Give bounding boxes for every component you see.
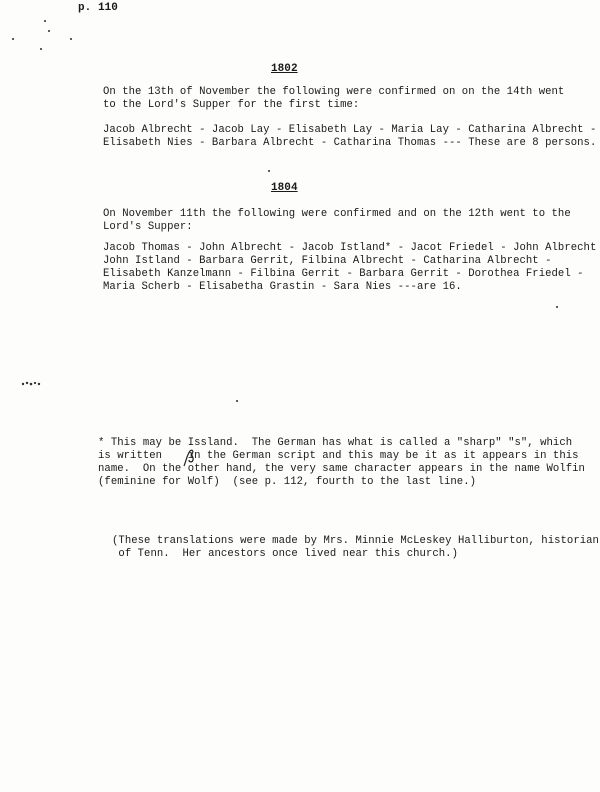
scan-speck bbox=[236, 400, 238, 402]
text-line: On November 11th the following were confirmed and on the 12th went to the bbox=[103, 208, 571, 220]
text-line: Lord's Supper: bbox=[103, 221, 193, 233]
section-year-1804: 1804 bbox=[271, 182, 298, 194]
text-line: * This may be Issland. The German has what is called a "sharp" "s", which bbox=[98, 437, 573, 449]
scan-speck bbox=[70, 38, 72, 40]
scan-speck bbox=[556, 306, 558, 308]
handwritten-sharp-s-glyph bbox=[181, 449, 197, 467]
text-line: Jacob Albrecht - Jacob Lay - Elisabeth Lay - Maria Lay - Catharina Albrecht - bbox=[103, 124, 597, 136]
text-line: (These translations were made by Mrs. Minnie McLeskey Halliburton, historian bbox=[112, 535, 599, 547]
scan-speck bbox=[12, 38, 14, 40]
text-line: name. On the other hand, the very same character appears in the name Wolfin bbox=[98, 463, 585, 475]
text-line: is written in the German script and this may be it as it appears in this bbox=[98, 450, 579, 462]
scan-speck bbox=[48, 30, 50, 32]
text-line: to the Lord's Supper for the first time: bbox=[103, 99, 360, 111]
text-line: John Istland - Barbara Gerrit, Filbina Albrecht - Catharina Albrecht - bbox=[103, 255, 552, 267]
scan-speck bbox=[40, 48, 42, 50]
section-1804-names bbox=[103, 242, 596, 294]
section-1802-intro bbox=[103, 86, 564, 112]
translation-note bbox=[112, 535, 599, 561]
scan-speck bbox=[44, 20, 46, 22]
page-number: p. 110 bbox=[78, 2, 118, 14]
text-line: Elisabeth Nies - Barbara Albrecht - Catharina Thomas --- These are 8 persons. bbox=[103, 137, 597, 149]
section-1804-intro bbox=[103, 208, 571, 234]
scan-ink-blot bbox=[20, 380, 42, 388]
scan-speck bbox=[268, 170, 270, 172]
text-line: Maria Scherb - Elisabetha Grastin - Sara Nies ---are 16. bbox=[103, 281, 462, 293]
section-year-1802: 1802 bbox=[271, 63, 298, 75]
text-line: (feminine for Wolf) (see p. 112, fourth to the last line.) bbox=[98, 476, 477, 488]
footnote bbox=[98, 437, 585, 489]
text-line: of Tenn. Her ancestors once lived near this church.) bbox=[112, 548, 458, 560]
section-1802-names bbox=[103, 124, 596, 150]
text-line: Elisabeth Kanzelmann - Filbina Gerrit - Barbara Gerrit - Dorothea Friedel - bbox=[103, 268, 584, 280]
text-line: Jacob Thomas - John Albrecht - Jacob Istland* - Jacot Friedel - John Albrecht bbox=[103, 242, 597, 254]
text-line: On the 13th of November the following were confirmed on on the 14th went bbox=[103, 86, 565, 98]
